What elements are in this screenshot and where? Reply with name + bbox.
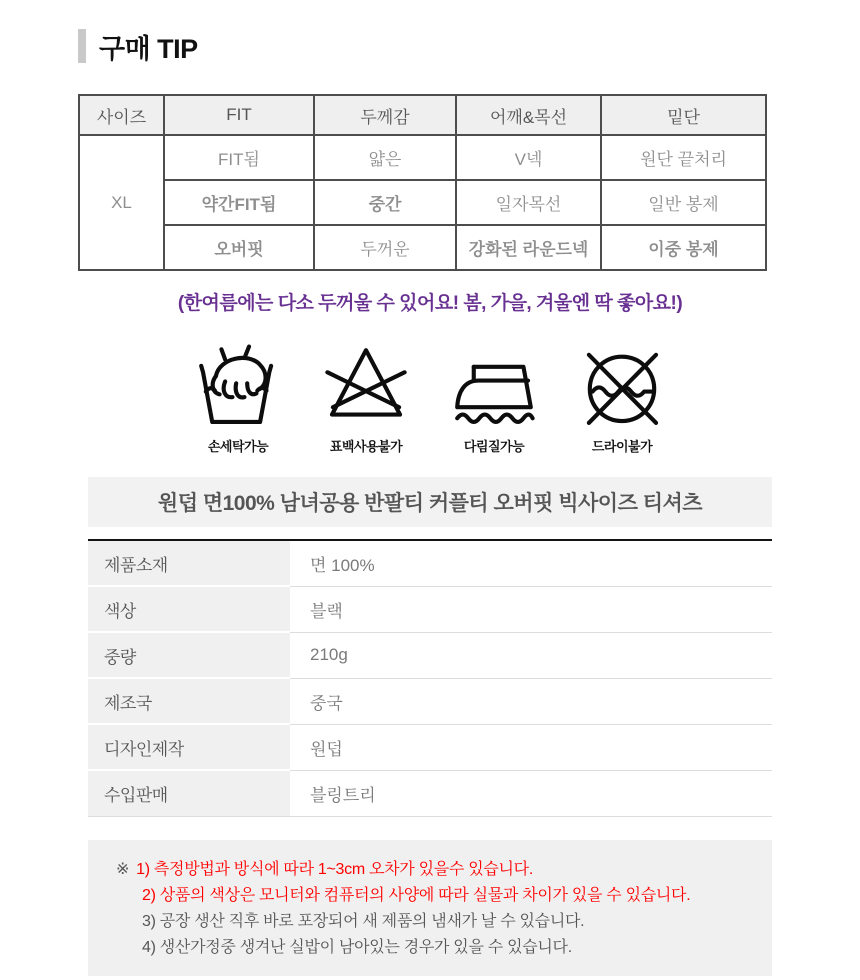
iron-ok-icon — [448, 341, 540, 433]
note-line-3: 3) 공장 생산 직후 바로 포장되어 새 제품의 냄새가 날 수 있습니다. — [142, 912, 585, 930]
spec-row — [79, 225, 766, 270]
care-item-no-dry-clean — [576, 341, 668, 455]
spec-row — [79, 135, 766, 180]
info-value: 중국 — [290, 678, 772, 724]
note-marker: ※ — [116, 860, 130, 878]
info-row-origin — [88, 678, 772, 724]
season-note: (한여름에는 다소 두꺼울 수 있어요! 봄, 가을, 겨울엔 딱 좋아요!) — [177, 293, 683, 314]
heading-accent-bar — [78, 29, 86, 63]
spec-cell: 일자목선 — [456, 180, 601, 225]
spec-cell-highlight: 약간FIT됨 — [164, 180, 314, 225]
spec-cell-selected: 오버핏 — [164, 225, 314, 270]
page-title: 구매 TIP — [99, 33, 198, 64]
spec-header-shoulder-neck: 어깨&목선 — [456, 95, 601, 135]
info-value: 블링트리 — [290, 770, 772, 816]
fit-spec-table — [78, 94, 767, 271]
spec-cell-selected: 강화된 라운드넥 — [456, 225, 601, 270]
info-label: 제품소재 — [88, 540, 290, 586]
spec-cell: FIT됨 — [164, 135, 314, 180]
spec-row — [79, 180, 766, 225]
spec-header-size: 사이즈 — [79, 95, 164, 135]
hand-wash-icon — [192, 341, 284, 433]
spec-cell: 얇은 — [314, 135, 456, 180]
spec-size-value: XL — [79, 135, 164, 270]
spec-cell: V넥 — [456, 135, 601, 180]
note-line-4: 4) 생산가정중 생겨난 실밥이 남아있는 경우가 있을 수 있습니다. — [142, 938, 572, 956]
info-row-importer — [88, 770, 772, 816]
info-value: 면 100% — [290, 540, 772, 586]
no-dry-clean-icon — [576, 341, 668, 433]
spec-cell: 두꺼운 — [314, 225, 456, 270]
spec-cell-selected: 이중 봉제 — [601, 225, 766, 270]
no-bleach-icon — [320, 341, 412, 433]
note-line-2: 2) 상품의 색상은 모니터와 컴퓨터의 사양에 따라 실물과 차이가 있을 수 있습니다. — [142, 886, 691, 904]
product-info-table — [88, 539, 772, 817]
spec-header-fit: FIT — [164, 95, 314, 135]
spec-header-row — [79, 95, 766, 135]
spec-header-hem: 밑단 — [601, 95, 766, 135]
care-item-no-bleach — [320, 341, 412, 455]
care-label: 드라이불가 — [591, 439, 653, 454]
product-title-banner: 원덥 면100% 남녀공용 반팔티 커플티 오버핏 빅사이즈 티셔츠 — [88, 477, 772, 527]
spec-cell-selected: 중간 — [314, 180, 456, 225]
spec-header-thickness: 두께감 — [314, 95, 456, 135]
note-line-1 — [88, 857, 772, 883]
care-label: 다림질가능 — [463, 439, 525, 454]
info-row-design — [88, 724, 772, 770]
caution-notes-box — [88, 840, 772, 976]
care-symbols-row — [0, 341, 860, 455]
info-label: 제조국 — [88, 678, 290, 724]
care-label: 표백사용불가 — [329, 439, 403, 454]
info-row-weight — [88, 632, 772, 678]
info-label: 디자인제작 — [88, 724, 290, 770]
info-row-material — [88, 540, 772, 586]
info-label: 색상 — [88, 586, 290, 632]
care-label: 손세탁가능 — [207, 439, 269, 454]
info-row-color — [88, 586, 772, 632]
info-label: 수입판매 — [88, 770, 290, 816]
note-text: 1) 측정방법과 방식에 따라 1~3cm 오차가 있을수 있습니다. — [136, 860, 533, 878]
info-value: 210g — [290, 632, 772, 678]
care-item-hand-wash — [192, 341, 284, 455]
info-value: 블랙 — [290, 586, 772, 632]
spec-cell: 일반 봉제 — [601, 180, 766, 225]
info-label: 중량 — [88, 632, 290, 678]
care-item-iron — [448, 341, 540, 455]
spec-cell: 원단 끝처리 — [601, 135, 766, 180]
purchase-tip-header — [78, 28, 860, 64]
info-value: 원덥 — [290, 724, 772, 770]
